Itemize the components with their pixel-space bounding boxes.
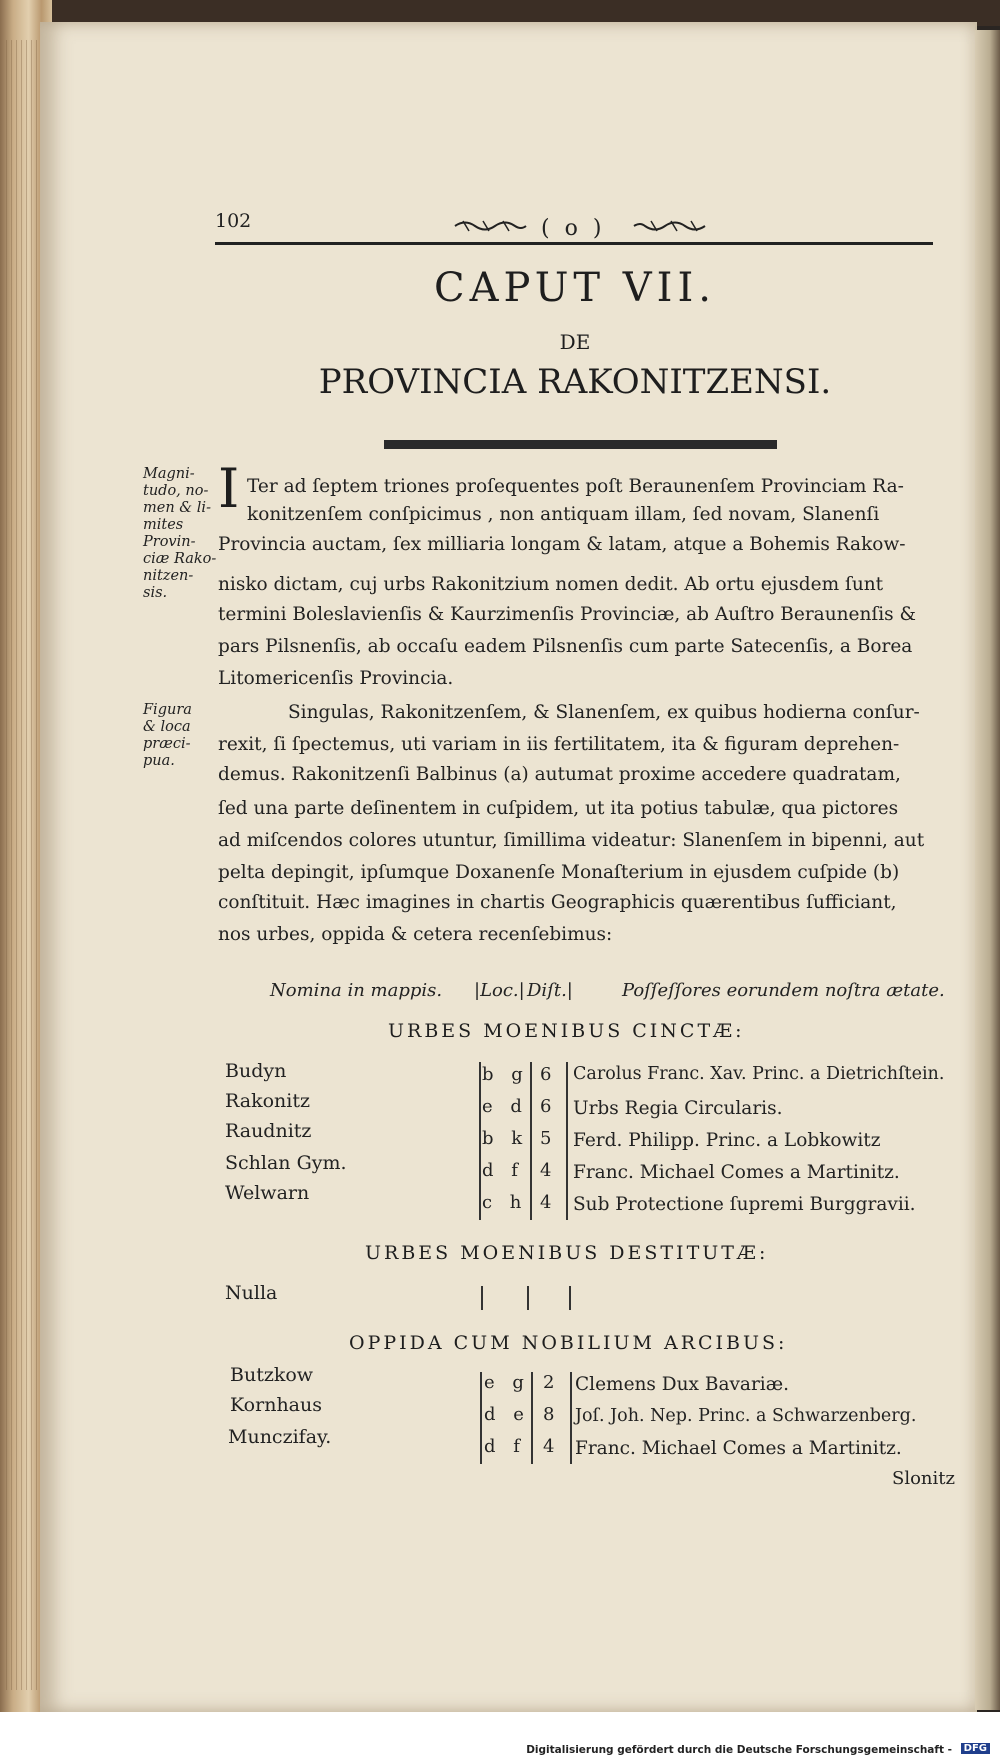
column-rule [480,1372,482,1464]
col-header-owners: Poſſeſſores eorundem noſtra ætate. [622,980,945,1001]
para1-line: termini Boleslavienſis & Kaurzimenſis Provinciæ, ab Auſtro Beraunenſis & [218,604,916,625]
table-row-dist: 4 [543,1436,555,1457]
column-rule [481,1286,483,1310]
para1-line: Provincia auctam, ſex milliaria longam & latam, atque a Bohemis Rakow- [218,534,906,555]
table-row-name: Butzkow [230,1364,314,1386]
column-rule [570,1372,572,1464]
para1-line: Litomericenſis Provincia. [218,668,454,689]
column-rule [530,1062,532,1220]
column-rule [531,1372,533,1464]
margin-note-2: Figura & loca præci- pua. [143,702,192,769]
col-header-loc: |Loc.| [474,980,525,1001]
table-row-loc: e g [484,1372,530,1393]
column-rule [569,1286,571,1310]
table-row-owner: Joſ. Joh. Nep. Princ. a Schwarzenberg. [575,1406,917,1426]
chapter-heading: CAPUT VII. [433,265,716,311]
section-heading: OPPIDA CUM NOBILIUM ARCIBUS: [349,1332,788,1354]
chapter-de: DE [559,330,591,354]
table-row-name: Munczifay. [228,1426,332,1448]
column-rule [527,1286,529,1310]
col-header-dist: Diſt.| [527,980,573,1001]
para1-line: konitzenſem conſpicimus , non antiquam illam, ſed novam, Slanenſi [247,504,880,525]
table-row-owner: Sub Protectione ſupremi Burggravii. [573,1194,916,1215]
table-row-name: Rakonitz [225,1090,310,1112]
table-row-loc: d f [482,1160,524,1181]
table-row-name: Nulla [225,1282,278,1304]
digitization-credit: Digitalisierung gefördert durch die Deutsche Forschungsgemeinschaft - [526,1744,952,1756]
chapter-title: PROVINCIA RAKONITZENSI. [318,362,832,402]
para2-line: rexit, ſi ſpectemus, uti variam in iis fertilitatem, ita & figuram deprehen- [218,734,900,755]
header-ornament-left [453,218,528,234]
table-row-loc: c h [482,1192,528,1213]
table-row-dist: 6 [540,1096,552,1117]
table-row-dist: 4 [540,1160,552,1181]
para2-line: conſtituit. Hæc imagines in chartis Geographicis quærentibus ſufficiant, [218,892,897,913]
para2-line: pelta depingit, ipſumque Doxanenſe Monaſterium in ejusdem cuſpide (b) [218,862,900,883]
table-row-loc: b k [482,1128,529,1149]
section-heading: URBES MOENIBUS CINCTÆ: [388,1020,745,1042]
para1-line: Ter ad ſeptem triones proſequentes poſt Beraunenſem Provinciam Ra- [247,476,904,497]
margin-note-1: Magni- tudo, no- men & li- mites Provin- ciæ Rako- nitzen- sis. [143,466,217,601]
para2-line: nos urbes, oppida & cetera recenſebimus: [218,924,613,945]
table-row-name: Kornhaus [230,1394,322,1416]
table-row-loc: e d [482,1096,528,1117]
table-row-owner: Carolus Franc. Xav. Princ. a Dietrichſtein. [573,1064,945,1084]
table-row-dist: 8 [543,1404,555,1425]
column-rule [479,1062,481,1220]
catchword: Slonitz [892,1468,955,1489]
para1-line: pars Pilsnenſis, ab occaſu eadem Pilsnenſis cum parte Satecenſis, a Borea [218,636,913,657]
table-row-owner: Clemens Dux Bavariæ. [575,1374,789,1395]
col-header-names: Nomina in mappis. [270,980,443,1001]
para2-line: demus. Rakonitzenſi Balbinus (a) autumat proxime accedere quadratam, [218,764,901,785]
para2-line: ad miſcendos colores utuntur, ſimillima videatur: Slanenſem in bipenni, aut [218,830,925,851]
table-row-dist: 5 [540,1128,552,1149]
section-heading: URBES MOENIBUS DESTITUTÆ: [365,1242,769,1264]
table-row-loc: d e [484,1404,530,1425]
table-row-name: Welwarn [225,1182,310,1204]
drop-cap: I [218,457,240,520]
table-row-owner: Franc. Michael Comes a Martinitz. [575,1438,902,1459]
header-ornament-right [632,218,707,234]
table-row-owner: Franc. Michael Comes a Martinitz. [573,1162,900,1183]
table-row-dist: 2 [543,1372,555,1393]
column-rule [566,1062,568,1220]
table-row-dist: 4 [540,1192,552,1213]
header-mark: ( o ) [541,216,606,241]
table-row-name: Raudnitz [225,1120,312,1142]
table-row-owner: Urbs Regia Circularis. [573,1098,783,1119]
table-row-dist: 6 [540,1064,552,1085]
para2-line: Singulas, Rakonitzenſem, & Slanenſem, ex quibus hodierna conſur- [288,702,920,723]
para2-line: ſed una parte deſinentem in cuſpidem, ut ita potius tabulæ, qua pictores [218,798,899,819]
table-row-loc: b g [482,1064,529,1085]
header-rule [215,242,933,245]
dfg-logo: DFG [961,1743,990,1754]
table-row-name: Budyn [225,1060,287,1082]
table-row-name: Schlan Gym. [225,1152,347,1174]
page-number: 102 [215,210,252,232]
table-row-loc: d f [484,1436,526,1457]
para1-line: nisko dictam, cuj urbs Rakonitzium nomen dedit. Ab ortu ejusdem ſunt [218,574,884,595]
title-rule [384,440,777,449]
table-row-owner: Ferd. Philipp. Princ. a Lobkowitz [573,1130,881,1151]
